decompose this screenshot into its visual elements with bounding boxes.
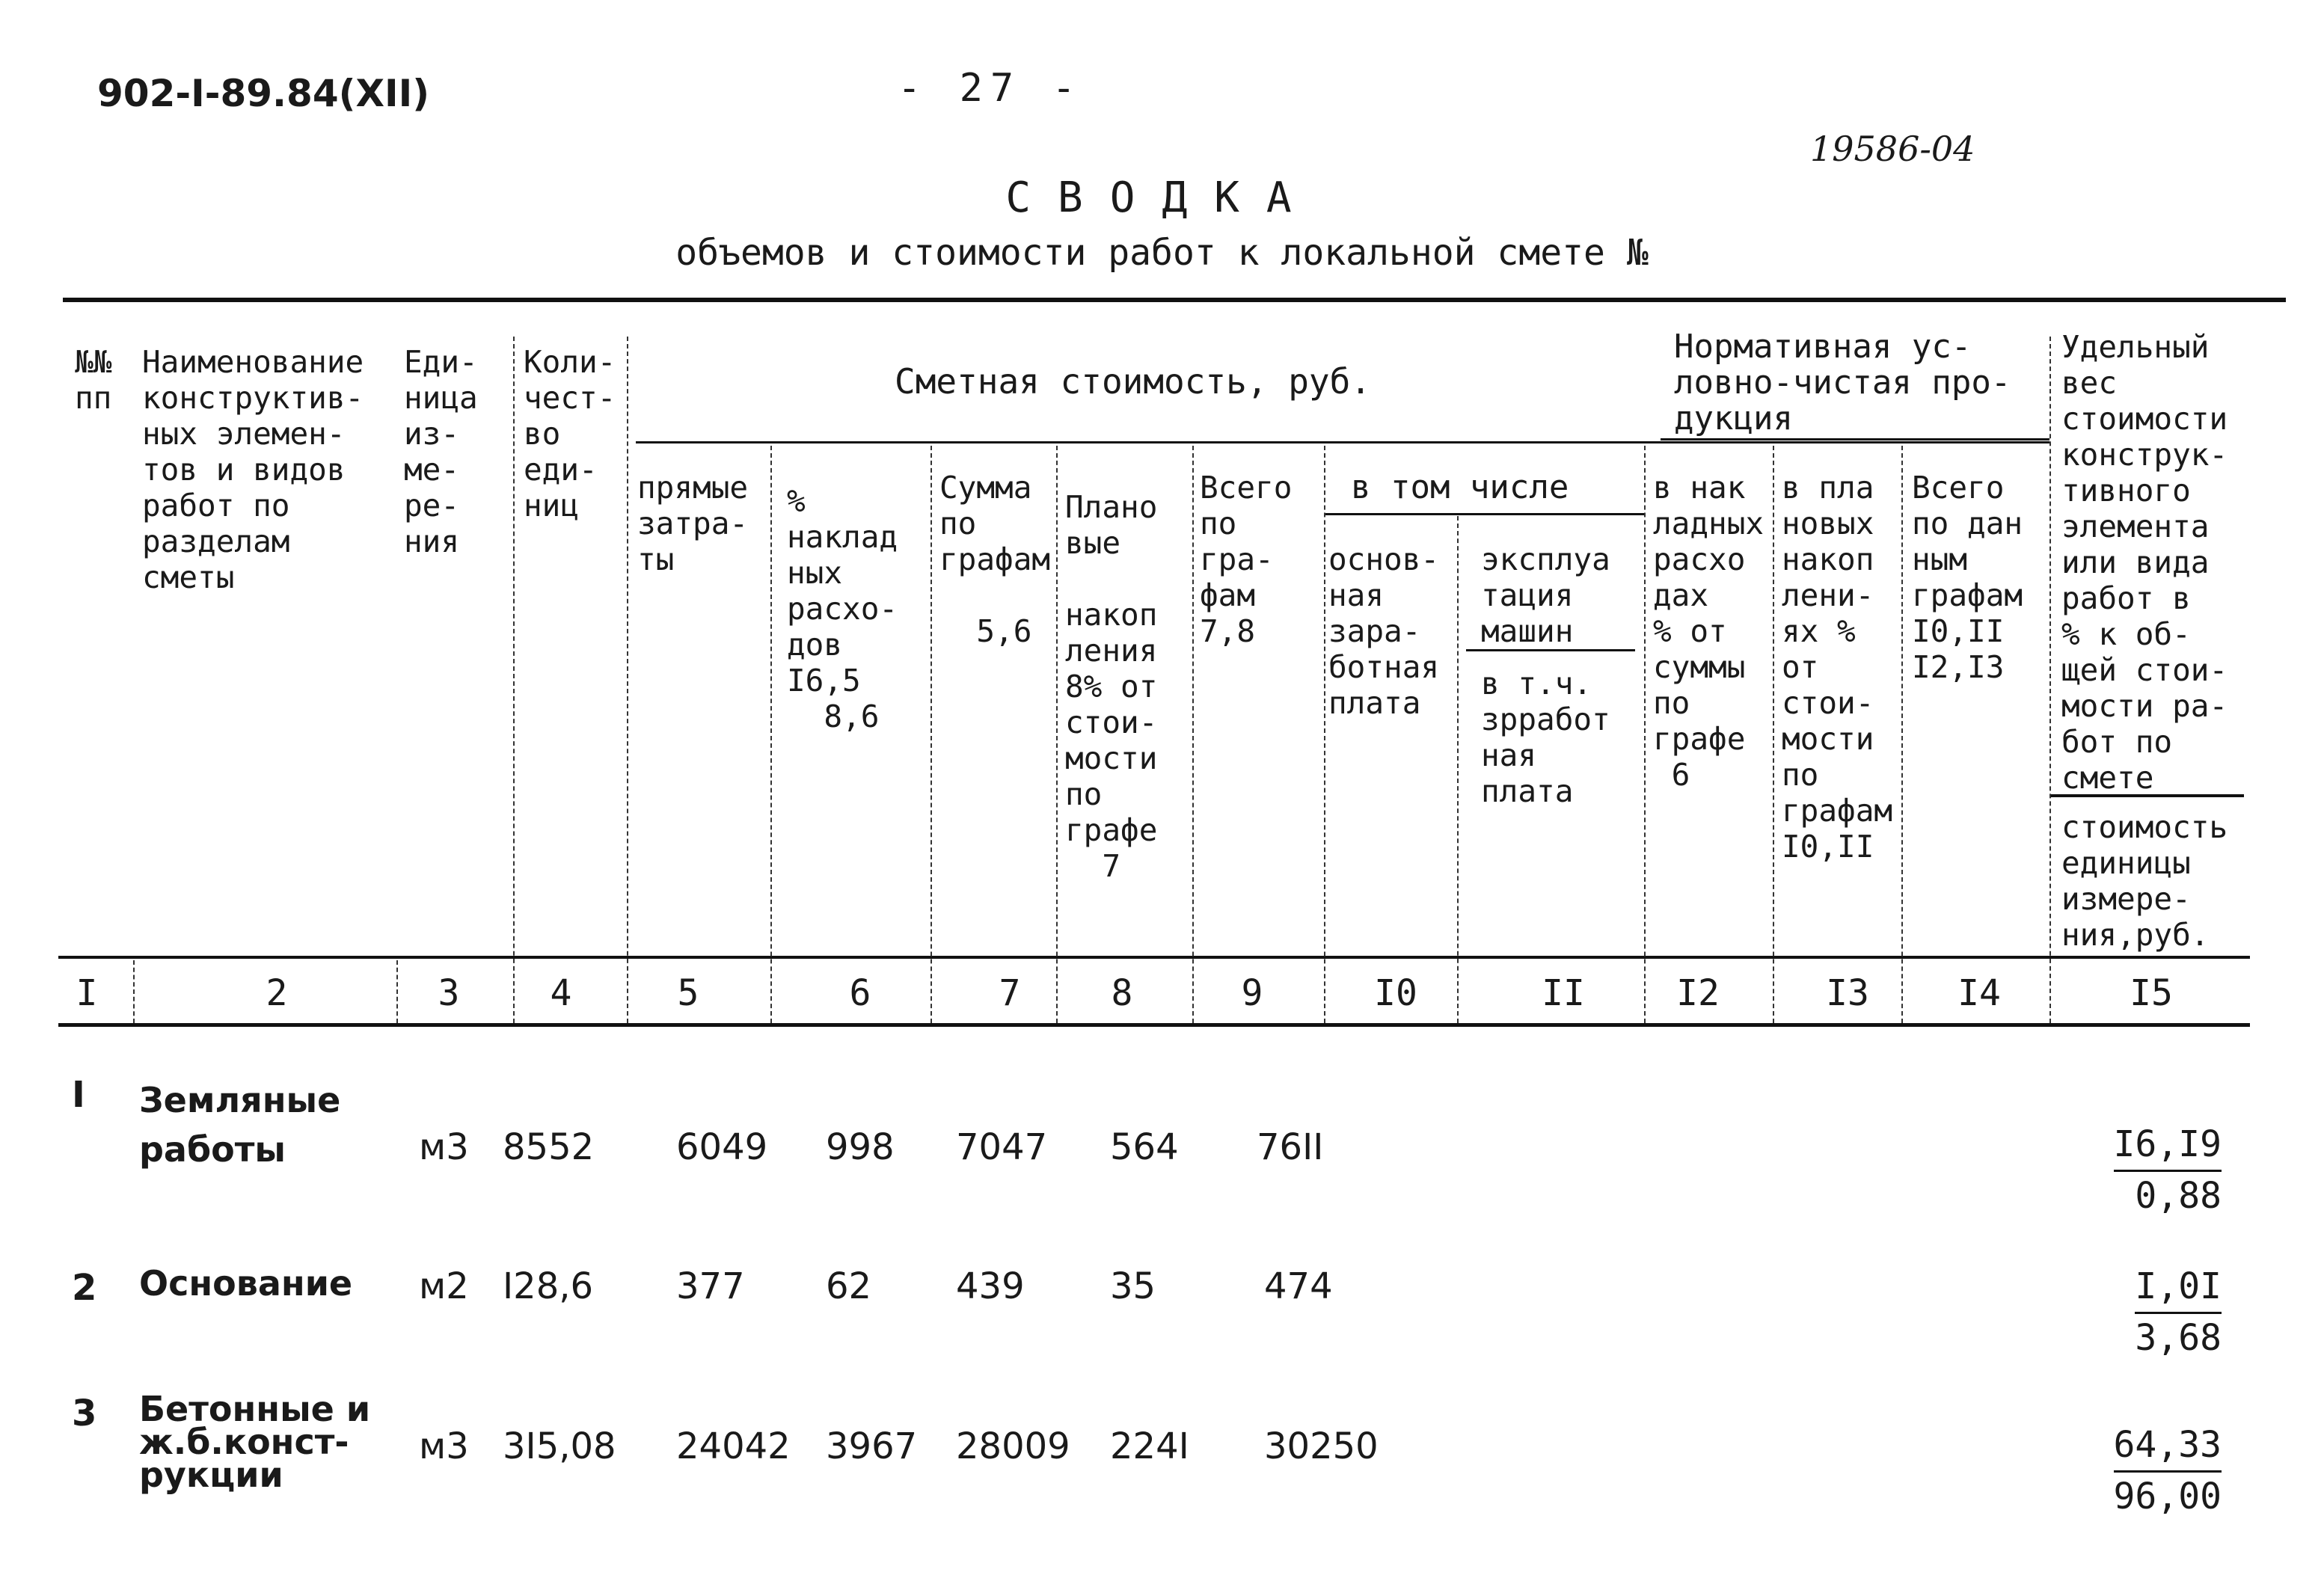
row-qty: 8552: [503, 1126, 595, 1168]
header-machines-salary: в т.ч. зрработ ная плата: [1481, 666, 1610, 809]
header-machines: эксплуа тация машин: [1481, 541, 1610, 649]
row-number: 2: [72, 1267, 97, 1309]
page-subtitle: объемов и стоимости работ к локальной смете №: [675, 232, 1649, 274]
row-unit-cost: 96,00: [2113, 1476, 2222, 1517]
column-number: I3: [1826, 972, 1869, 1014]
col-sep: [770, 446, 772, 1023]
column-number: 8: [1111, 972, 1133, 1014]
column-number: II: [1542, 972, 1585, 1014]
row-unit: м2: [419, 1265, 469, 1307]
row-share: I6,I9: [2114, 1120, 2222, 1172]
row-share: 64,33: [2114, 1421, 2222, 1473]
column-number: I: [76, 972, 98, 1014]
row-name: Основание: [139, 1263, 353, 1304]
row-planned: 35: [1110, 1265, 1156, 1307]
document-code: 902-I-89.84(XII): [97, 72, 430, 115]
col-sep: [1192, 446, 1194, 1023]
col-sep: [627, 337, 628, 1023]
column-number: I0: [1374, 972, 1417, 1014]
row-share-fraction: [2079, 1421, 2222, 1520]
row-direct: 24042: [676, 1425, 791, 1467]
row-planned: 564: [1110, 1126, 1179, 1168]
row-direct: 377: [676, 1265, 745, 1307]
row-name: Бетонные и ж.б.конст- рукции: [139, 1389, 371, 1495]
header-norm-overhead: в нак ладных расхо дах % от суммы по графе 6: [1653, 470, 1765, 793]
header-sum: Сумма по графам 5,6: [939, 470, 1051, 649]
row-total: 76II: [1257, 1126, 1324, 1168]
row-unit: м3: [419, 1126, 469, 1168]
row-total: 30250: [1264, 1425, 1379, 1467]
header-norm-planned: в пла новых накоп лени- ях % от стои- мости по графам I0,II: [1782, 470, 1893, 865]
header-base-salary: основ- ная зара- ботная плата: [1328, 541, 1440, 721]
row-direct: 6049: [676, 1126, 768, 1168]
col-sep: [1644, 446, 1646, 1023]
header-unit-cost: стоимость единицы измере- ния,руб.: [2061, 809, 2228, 953]
header-incl-group: в том числе: [1351, 468, 1569, 506]
col-sep: [1324, 446, 1325, 1023]
column-number: 4: [550, 972, 572, 1014]
column-number: I4: [1957, 972, 2001, 1014]
header-num: №№ пп: [75, 344, 112, 416]
row-unit-cost: 3,68: [2135, 1317, 2222, 1359]
row-share: I,0I: [2135, 1262, 2222, 1314]
machine-sub-rule: [1466, 649, 1635, 651]
col-sep: [930, 446, 932, 1023]
column-number: 6: [849, 972, 871, 1014]
row-qty: 3I5,08: [503, 1425, 616, 1467]
row-total: 474: [1264, 1265, 1333, 1307]
header-norm-total: Всего по дан ным графам I0,II I2,I3: [1912, 470, 2023, 685]
row-overhead: 998: [826, 1126, 895, 1168]
header-overhead: % наклад ных расхо- дов I6,5 8,6: [787, 483, 898, 734]
column-number: 2: [266, 972, 288, 1014]
col-sep: [133, 960, 135, 1023]
col-sep: [2049, 337, 2051, 1023]
row-unit: м3: [419, 1425, 469, 1467]
cost-group-rule: [636, 441, 2049, 443]
page-number: - 27 -: [898, 66, 1083, 111]
col-sep: [1773, 446, 1774, 1023]
norm-group-rule: [1661, 438, 2049, 440]
header-qty: Коли- чест- во еди- ниц: [524, 344, 616, 524]
colnum-bottom-rule: [58, 1023, 2250, 1027]
row-number: 3: [72, 1393, 97, 1434]
row-overhead: 3967: [826, 1425, 918, 1467]
column-number: 5: [677, 972, 699, 1014]
row-share-fraction: [2079, 1120, 2222, 1220]
header-cost-group: Сметная стоимость, руб.: [895, 361, 1371, 402]
row-sum: 28009: [956, 1425, 1070, 1467]
archive-number: 19586-04: [1810, 129, 1975, 169]
table-top-rule: [63, 298, 2286, 302]
col-sep: [1457, 516, 1459, 1023]
incl-group-rule: [1325, 513, 1644, 515]
col-sep: [1056, 446, 1058, 1023]
row-unit-cost: 0,88: [2135, 1175, 2222, 1217]
row-qty: I28,6: [503, 1265, 594, 1307]
col-sep: [513, 337, 515, 1023]
column-number: 3: [438, 972, 460, 1014]
header-name: Наименование конструктив- ных элемен- тов и видов работ по разделам сметы: [142, 344, 364, 595]
page-title: СВОДКА: [1005, 174, 1319, 222]
header-bottom-rule: [58, 956, 2250, 959]
column-number: I2: [1676, 972, 1720, 1014]
header-share: Удельный вес стоимости конструк- тивного элемента или вида работ в % к об- щей стои- мости ра- бот по смете: [2061, 329, 2228, 796]
header-norm-group: Нормативная ус- ловно-чистая про- дукция: [1674, 328, 2011, 438]
col-sep: [1901, 446, 1903, 1023]
row-planned: 224I: [1110, 1425, 1189, 1467]
row-sum: 439: [956, 1265, 1025, 1307]
row-number: I: [72, 1074, 85, 1116]
header-direct: прямые затра- ты: [637, 470, 749, 577]
header-planned: Плано вые накоп ления 8% от стои- мости по графе 7: [1065, 489, 1158, 884]
column-number: 9: [1241, 972, 1263, 1014]
row-overhead: 62: [826, 1265, 872, 1307]
column-number: 7: [999, 972, 1021, 1014]
column-number: I5: [2130, 972, 2173, 1014]
row-sum: 7047: [956, 1126, 1048, 1168]
header-total: Всего по гра- фам 7,8: [1200, 470, 1293, 649]
header-unit: Еди- ница из- ме- ре- ния: [404, 344, 478, 559]
col-sep: [396, 960, 398, 1023]
row-name: Земляные работы: [139, 1080, 341, 1170]
row-share-fraction: [2079, 1262, 2222, 1362]
